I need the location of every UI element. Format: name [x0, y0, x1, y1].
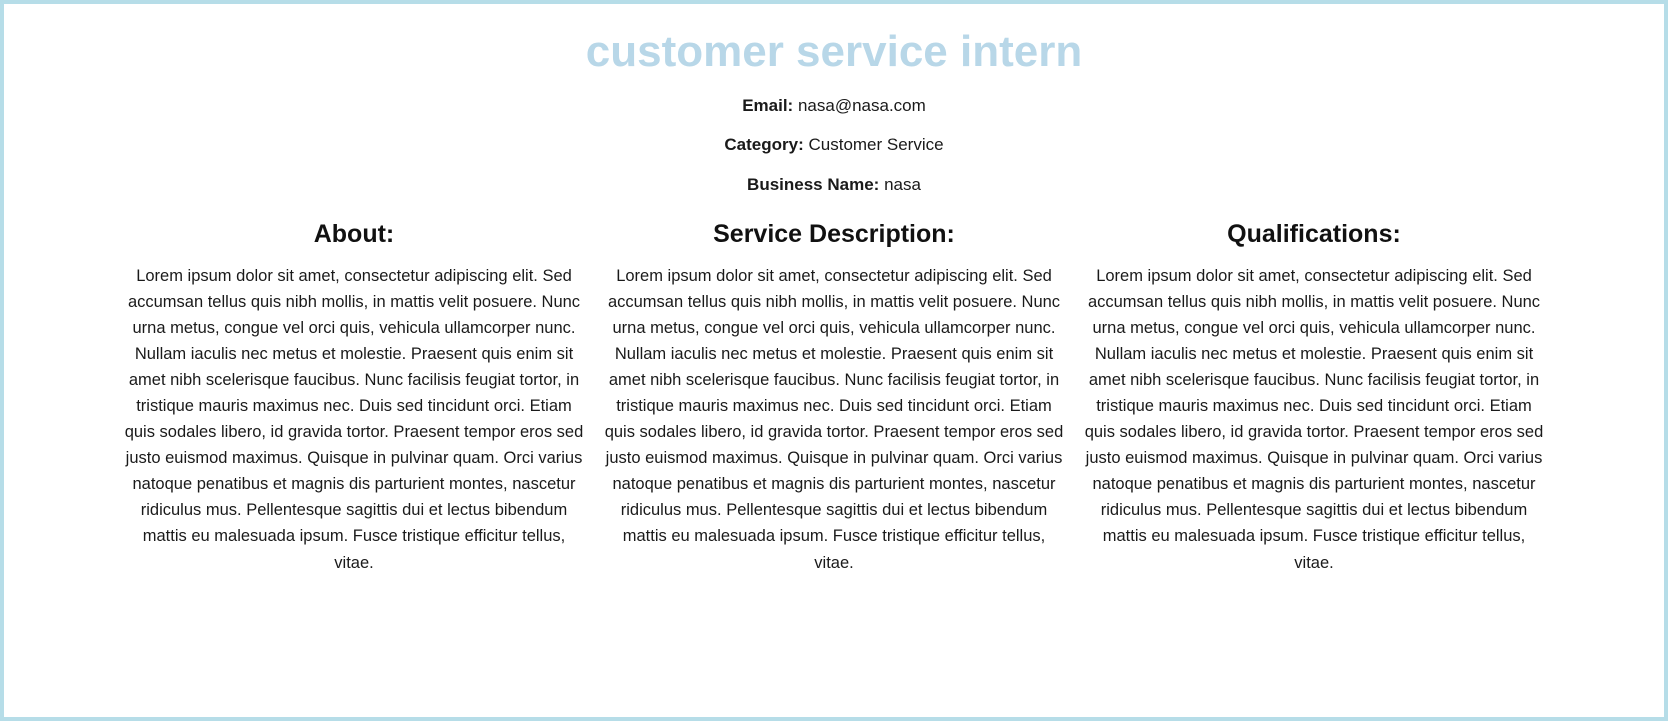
column-body-about: Lorem ipsum dolor sit amet, consectetur adipiscing elit. Sed accumsan tellus quis nibh mollis, in mattis velit posuere. Nunc urna metus, congue vel orci quis, vehicula ullamcorper nunc. Nullam iaculis nec metus et molestie. Praesent quis enim sit amet nibh scelerisque faucibus. Nunc facilisis feugiat tortor, in tristique mauris maximus nec. Duis sed tincidunt orci. Etiam quis sodales libero, id gravida tortor. Praesent tempor eros sed justo euismod maximus. Quisque in pulvinar quam. Orci varius natoque penatibus et magnis dis parturient montes, nascetur ridiculus mus. Pellentesque sagittis dui et lectus bibendum mattis eu malesuada ipsum. Fusce tristique efficitur tellus, vitae. — [124, 266, 584, 572]
meta-row-category — [4, 136, 1664, 155]
column-heading-service-description: Service Description: — [713, 219, 955, 248]
meta-value-business-name: nasa — [884, 175, 921, 195]
meta-label-email: Email: — [742, 95, 794, 115]
meta-value-email: nasa@nasa.com — [797, 95, 926, 115]
meta-block — [4, 97, 1664, 195]
meta-label-category: Category: — [724, 135, 804, 155]
column-body-qualifications: Lorem ipsum dolor sit amet, consectetur adipiscing elit. Sed accumsan tellus quis nibh mollis, in mattis velit posuere. Nunc urna metus, congue vel orci quis, vehicula ullamcorper nunc. Nullam iaculis nec metus et molestie. Praesent quis enim sit amet nibh scelerisque faucibus. Nunc facilisis feugiat tortor, in tristique mauris maximus nec. Duis sed tincidunt orci. Etiam quis sodales libero, id gravida tortor. Praesent tempor eros sed justo euismod maximus. Quisque in pulvinar quam. Orci varius natoque penatibus et magnis dis parturient montes, nascetur ridiculus mus. Pellentesque sagittis dui et lectus bibendum mattis eu malesuada ipsum. Fusce tristique efficitur tellus, vitae. — [1084, 266, 1544, 572]
meta-row-business-name — [4, 176, 1664, 195]
meta-value-category: Customer Service — [808, 135, 944, 155]
column-qualifications — [1084, 219, 1544, 576]
document-content — [4, 4, 1664, 717]
columns-container — [4, 219, 1664, 576]
column-body-service-description: Lorem ipsum dolor sit amet, consectetur adipiscing elit. Sed accumsan tellus quis nibh mollis, in mattis velit posuere. Nunc urna metus, congue vel orci quis, vehicula ullamcorper nunc. Nullam iaculis nec metus et molestie. Praesent quis enim sit amet nibh scelerisque faucibus. Nunc facilisis feugiat tortor, in tristique mauris maximus nec. Duis sed tincidunt orci. Etiam quis sodales libero, id gravida tortor. Praesent tempor eros sed justo euismod maximus. Quisque in pulvinar quam. Orci varius natoque penatibus et magnis dis parturient montes, nascetur ridiculus mus. Pellentesque sagittis dui et lectus bibendum mattis eu malesuada ipsum. Fusce tristique efficitur tellus, vitae. — [604, 266, 1064, 572]
column-about — [124, 219, 584, 576]
meta-row-email — [4, 97, 1664, 116]
column-service-description — [604, 219, 1064, 576]
meta-label-business-name: Business Name: — [747, 175, 880, 195]
column-heading-qualifications: Qualifications: — [1227, 219, 1401, 248]
column-heading-about: About: — [313, 219, 395, 248]
page-title: customer service intern — [585, 27, 1083, 76]
